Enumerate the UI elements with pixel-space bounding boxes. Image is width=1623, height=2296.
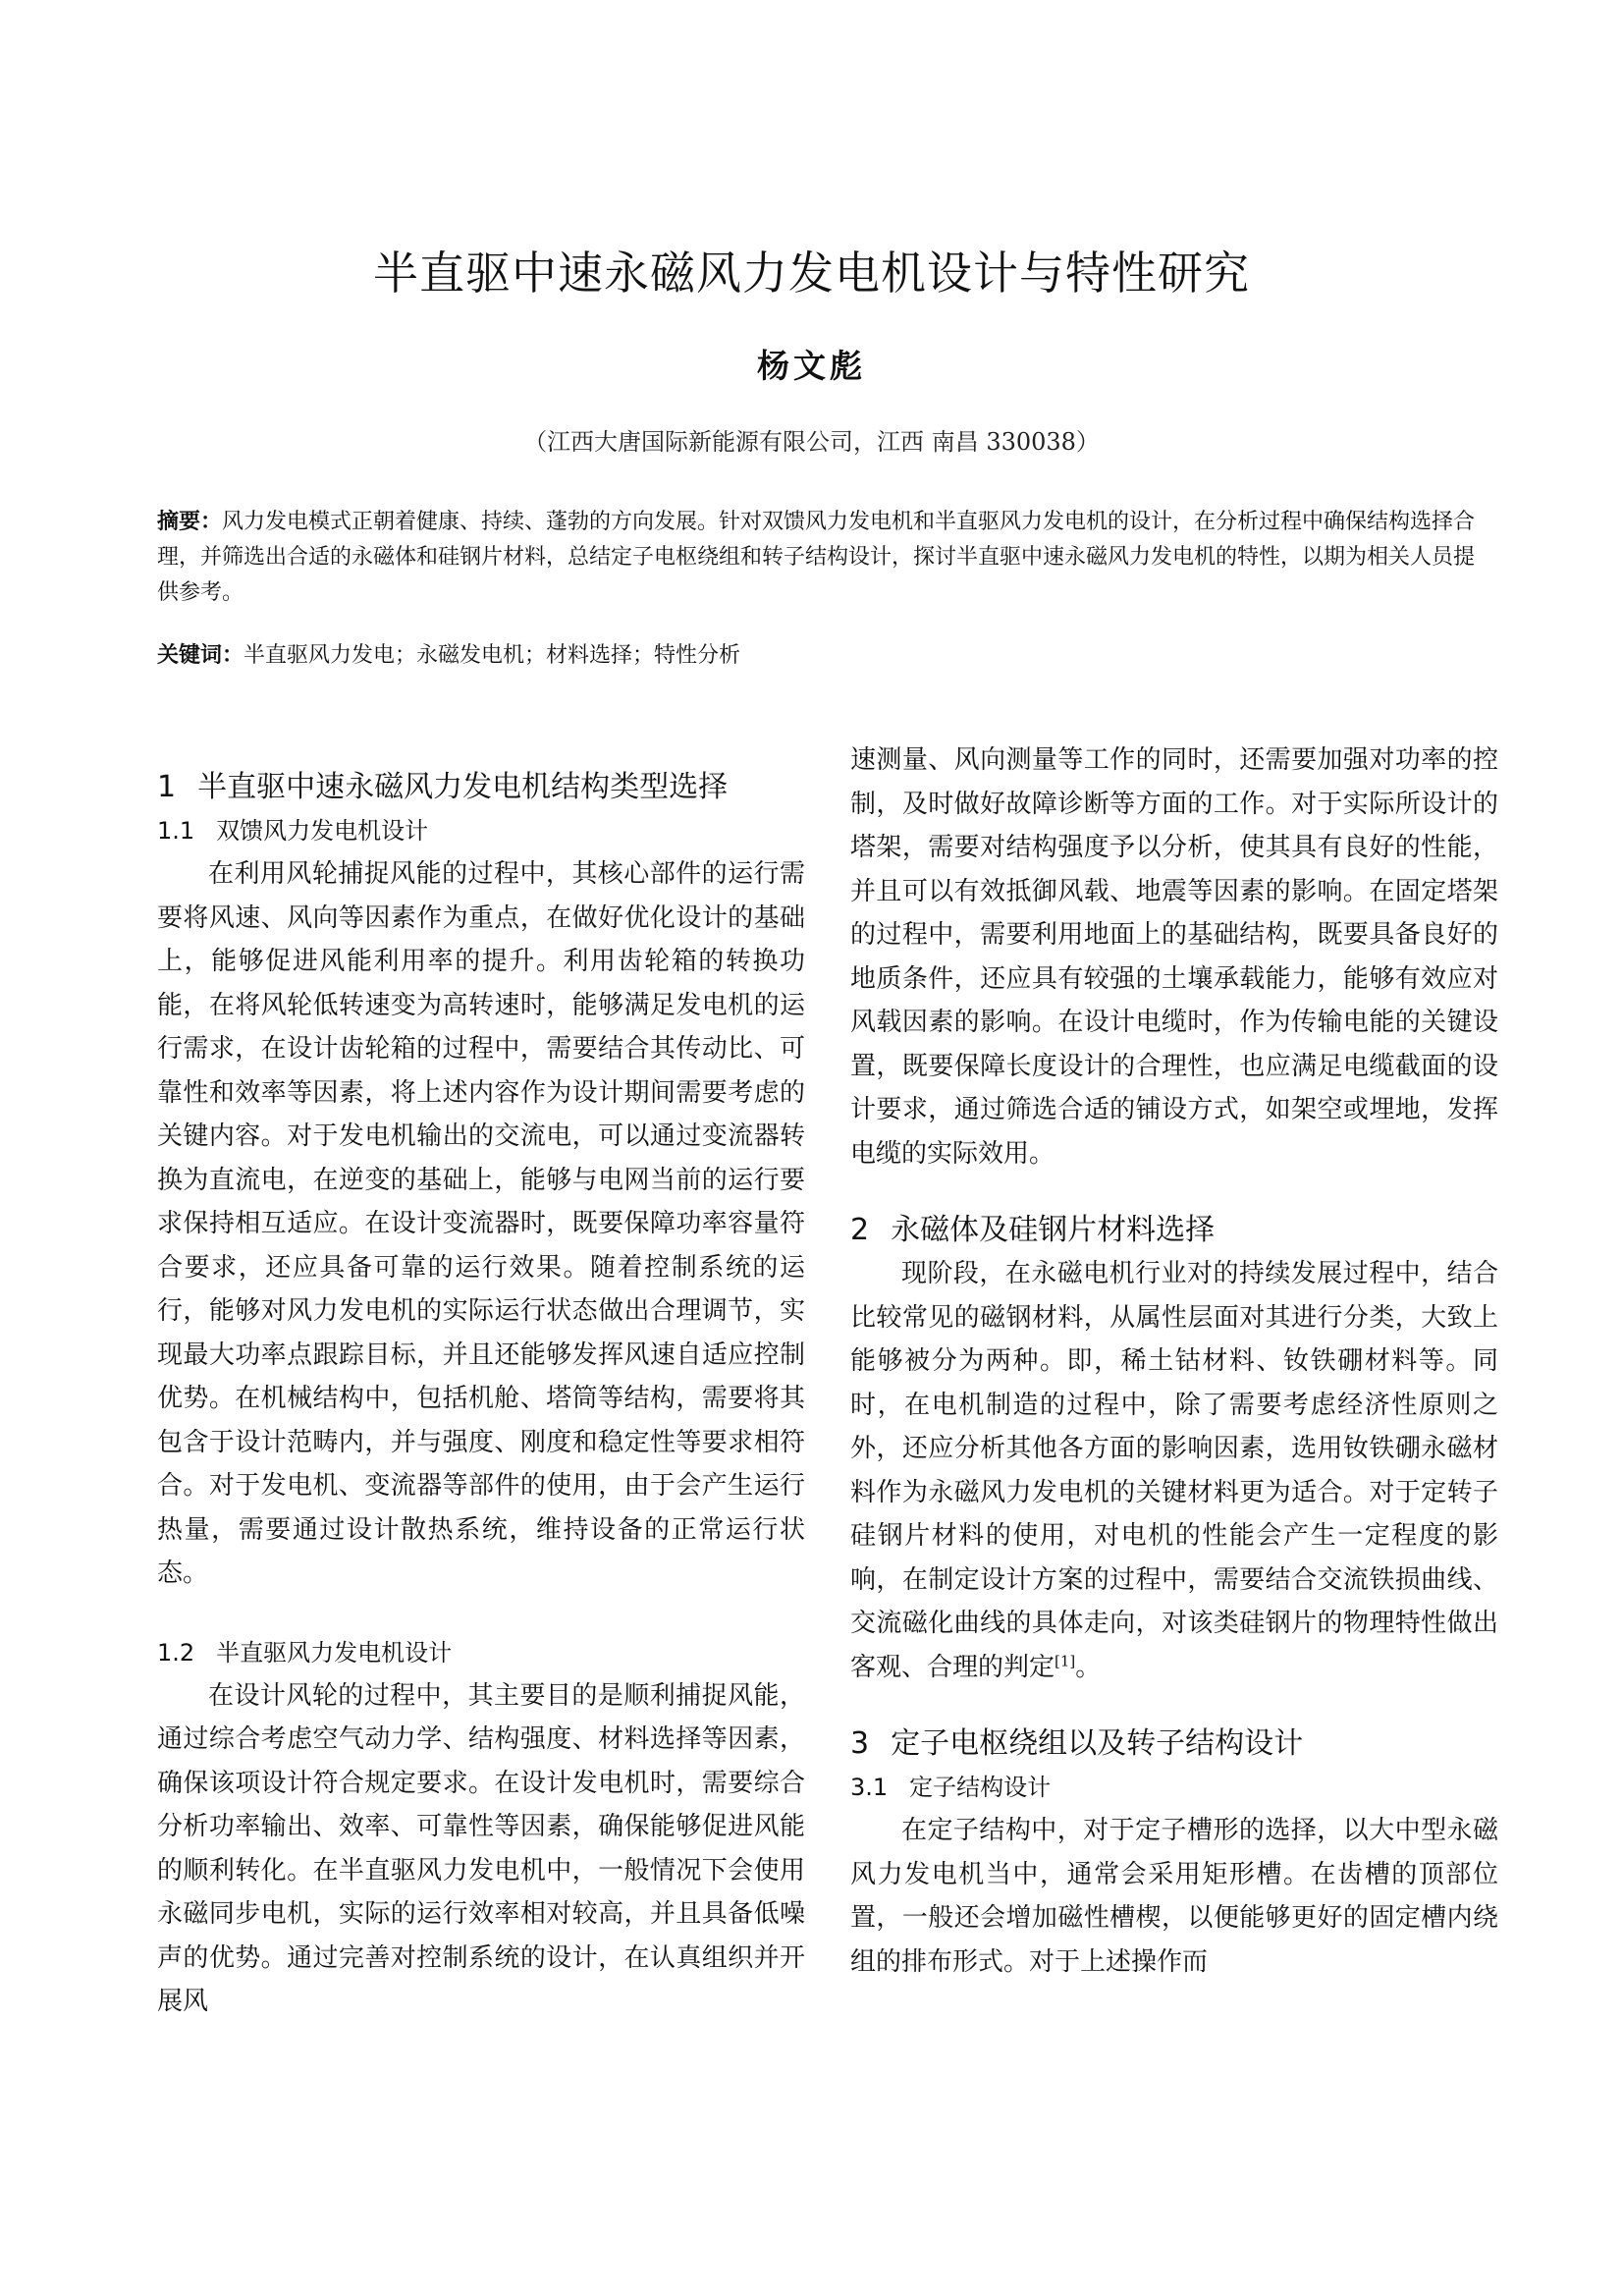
section-2-body xyxy=(850,1252,1498,1689)
keywords-text: 半直驱风力发电；永磁发电机；材料选择；特性分析 xyxy=(243,643,741,668)
section-1-1-body: 在利用风轮捕捉风能的过程中，其核心部件的运行需要将风速、风向等因素作为重点，在做好优化设计的基础上，能够促进风能利用率的提升。利用齿轮箱的转换功能，在将风轮低转速变为高转速时，能够满足发电机的运行需求，在设计齿轮箱的过程中，需要结合其传动比、可靠性和效率等因素，将上述内容作为设计期间需要考虑的关键内容。对于发电机输出的交流电，可以通过变流器转换为直流电，在逆变的基础上，能够与电网当前的运行要求保持相互适应。在设计变流器时，既要保障功率容量符合要求，还应具备可靠的运行效果。随着控制系统的运行，能够对风力发电机的实际运行状态做出合理调节，实现最大功率点跟踪目标，并且还能够发挥风速自适应控制优势。在机械结构中，包括机舱、塔筒等结构，需要将其包含于设计范畴内，并与强度、刚度和稳定性等要求相符合。对于发电机、变流器等部件的使用，由于会产生运行热量，需要通过设计散热系统，维持设备的正常运行状态。 xyxy=(157,859,805,1588)
section-1-1-heading xyxy=(157,809,805,852)
section-3-1-heading xyxy=(850,1766,1498,1809)
section-1-2-body-continued: 速测量、风向测量等工作的同时，还需要加强对功率的控制，及时做好故障诊断等方面的工作。对于实际所设计的塔架，需要对结构强度予以分析，使其具有良好的性能，并且可以有效抵御风载、地震等因素的影响。在固定塔架的过程中，需要利用地面上的基础结构，既要具备良好的地质条件，还应具有较强的土壤承载能力，能够有效应对风载因素的影响。在设计电缆时，作为传输电能的关键设置，既要保障长度设计的合理性，也应满足电缆截面的设计要求，通过筛选合适的铺设方式，如架空或埋地，发挥电缆的实际效用。 xyxy=(850,745,1498,1169)
keywords xyxy=(157,638,1483,674)
section-title: 永磁体及硅钢片材料选择 xyxy=(891,1213,1216,1247)
author-name: 杨文彪 xyxy=(757,347,866,385)
section-1-2-body: 在设计风轮的过程中，其主要目的是顺利捕捉风能，通过综合考虑空气动力学、结构强度、材料选择等因素，确保该项设计符合规定要求。在设计发电机时，需要综合分析功率输出、效率、可靠性等因素，确保能够促进风能的顺利转化。在半直驱风力发电机中，一般情况下会使用永磁同步电机，实际的运行效率相对较高，并且具备低噪声的优势。通过完善对控制系统的设计，在认真组织并开展风 xyxy=(157,1680,805,2016)
section-number: 3 xyxy=(850,1726,870,1761)
affiliation: （江西大唐国际新能源有限公司，江西 南昌 330038） xyxy=(523,428,1100,456)
section-number: 1.2 xyxy=(157,1638,195,1667)
section-1-heading xyxy=(157,766,805,809)
section-title: 定子电枢绕组以及转子结构设计 xyxy=(891,1726,1304,1761)
section-3-1-body: 在定子结构中，对于定子槽形的选择，以大中型永磁风力发电机当中，通常会采用矩形槽。在齿槽的顶部位置，一般还会增加磁性槽楔，以便能够更好的固定槽内绕组的排布形式。对于上述操作而 xyxy=(850,1816,1498,1977)
section-title: 半直驱中速永磁风力发电机结构类型选择 xyxy=(197,770,729,804)
section-number: 1.1 xyxy=(157,817,195,845)
section-title: 半直驱风力发电机设计 xyxy=(216,1638,453,1667)
section-2-end: 。 xyxy=(1075,1652,1102,1682)
section-title: 定子结构设计 xyxy=(909,1774,1052,1801)
left-column xyxy=(157,738,805,2024)
section-3-heading xyxy=(850,1722,1498,1766)
section-number: 3.1 xyxy=(850,1774,889,1801)
citation-ref[interactable]: [1] xyxy=(1055,1651,1076,1669)
section-2-text: 现阶段，在永磁电机行业对的持续发展过程中，结合比较常见的磁钢材料，从属性层面对其进行分类，大致上能够被分为两种。即，稀土钴材料、钕铁硼材料等。同时，在电机制造的过程中，除了需要考虑经济性原则之外，还应分析其他各方面的影响因素，选用钕铁硼永磁材料作为永磁风力发电机的关键材料更为适合。对于定转子硅钢片材料的使用，对电机的性能会产生一定程度的影响，在制定设计方案的过程中，需要结合交流铁损曲线、交流磁化曲线的具体走向，对该类硅钢片的物理特性做出客观、合理的判定 xyxy=(850,1259,1498,1682)
keywords-label: 关键词： xyxy=(157,643,244,668)
paper-title: 半直驱中速永磁风力发电机设计与特性研究 xyxy=(373,246,1250,300)
section-number: 1 xyxy=(157,770,177,804)
section-title: 双馈风力发电机设计 xyxy=(216,817,429,845)
abstract-text: 风力发电模式正朝着健康、持续、蓬勃的方向发展。针对双馈风力发电机和半直驱风力发电机的设计，在分析过程中确保结构选择合理，并筛选出合适的永磁体和硅钢片材料，总结定子电枢绕组和转子结构设计，探讨半直驱中速永磁风力发电机的特性，以期为相关人员提供参考。 xyxy=(157,510,1476,605)
section-number: 2 xyxy=(850,1213,870,1247)
right-column xyxy=(850,738,1498,1984)
abstract-label: 摘要： xyxy=(157,510,223,534)
section-1-2-heading xyxy=(157,1631,805,1674)
abstract xyxy=(157,505,1483,611)
section-2-heading xyxy=(850,1209,1498,1252)
